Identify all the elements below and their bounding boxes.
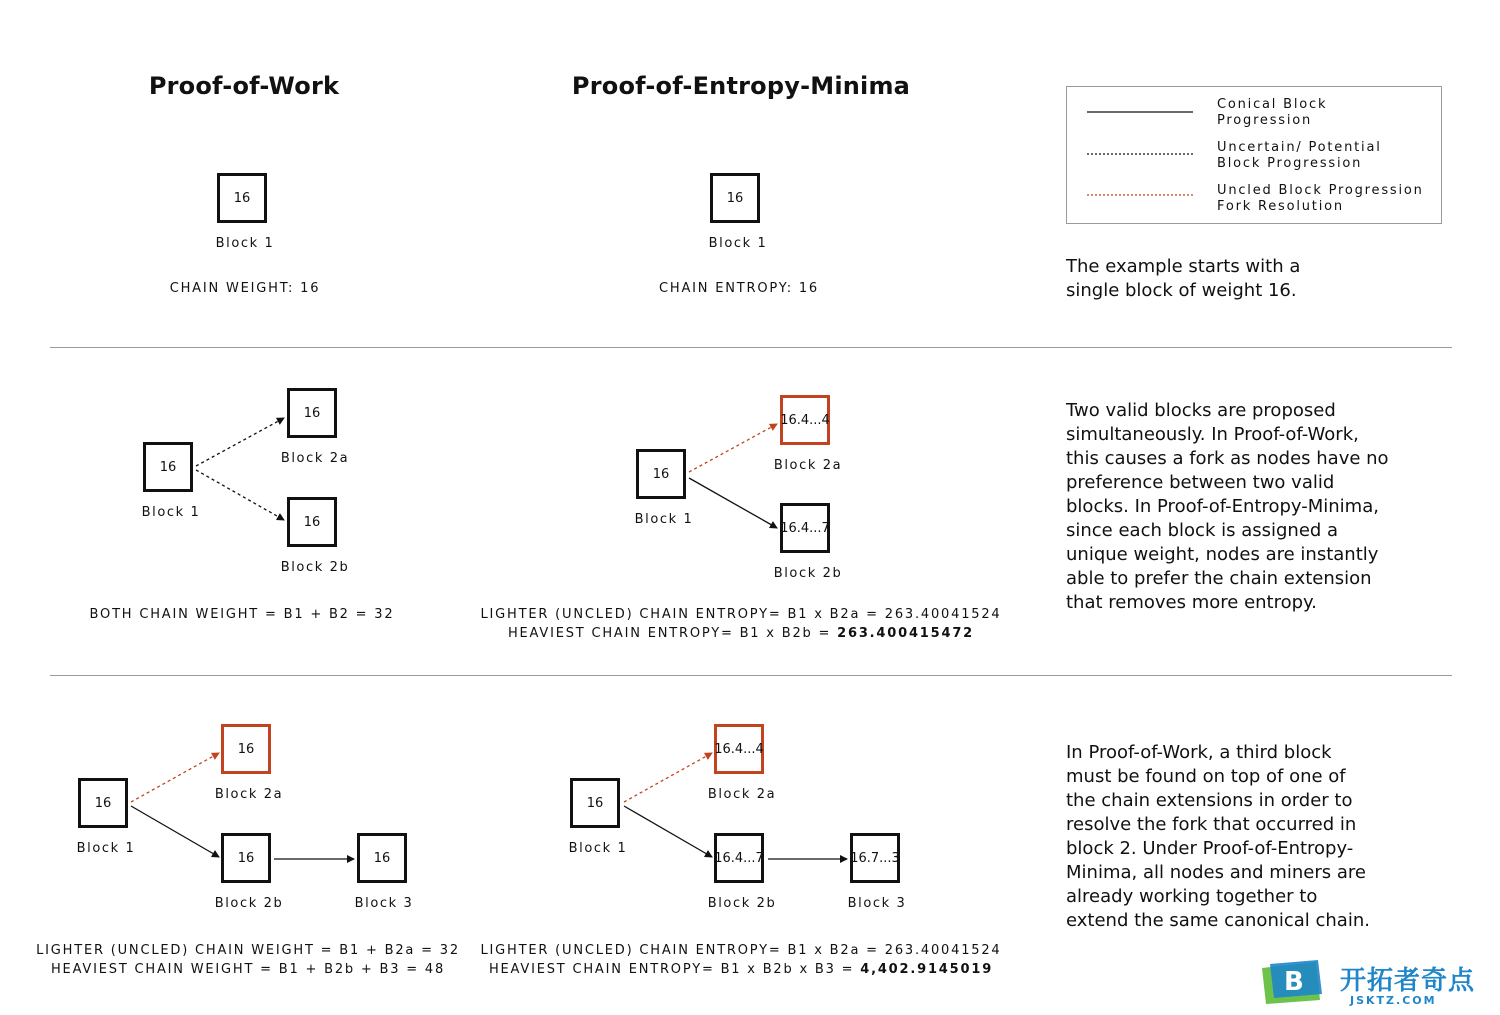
logo-domain: JSKTZ.COM — [1350, 994, 1437, 1007]
pow-r2-block1-label: Block 1 — [141, 505, 201, 520]
pow-r2-block2b-label: Block 2b — [280, 560, 350, 575]
poem-r2-block1: 16 — [636, 449, 686, 499]
poem-r2-caption-line1: LIGHTER (UNCLED) CHAIN ENTROPY= B1 x B2a = 263.40041524 — [480, 607, 1002, 622]
poem-r1-block1-label: Block 1 — [708, 236, 768, 251]
pow-r2-block2a-label: Block 2a — [280, 451, 350, 466]
pow-r3-caption-line1: LIGHTER (UNCLED) CHAIN WEIGHT = B1 + B2a = 32 — [36, 943, 460, 958]
logo-name: 开拓者奇点 — [1340, 966, 1476, 996]
row3-description: In Proof-of-Work, a third block must be found on top of one of the chain extensions in order to resolve the fork that occurred in block 2. Under Proof-of-Entropy- Minima, all nodes and miners are already working together to extend the same canonical chain. — [1066, 742, 1370, 931]
pow-r3-caption — [36, 941, 460, 979]
legend — [1066, 86, 1442, 224]
poem-r3-block1-label: Block 1 — [568, 841, 628, 856]
pow-r3-block2b: 16 — [221, 833, 271, 883]
divider-2 — [50, 675, 1452, 676]
poem-r3-heaviest-value: 4,402.9145019 — [860, 962, 994, 977]
poem-r3-block3-label: Block 3 — [847, 896, 907, 911]
poem-r2-block2b-label: Block 2b — [773, 566, 843, 581]
pow-r3-block2a: 16 — [221, 724, 271, 774]
pow-r3-caption-line2: HEAVIEST CHAIN WEIGHT = B1 + B2b + B3 = 48 — [50, 962, 446, 977]
pow-r2-block2a: 16 — [287, 388, 337, 438]
pow-r1-block1: 16 — [217, 173, 267, 223]
arrow-poem-r2-1-2b — [689, 478, 777, 528]
pow-r2-block2b: 16 — [287, 497, 337, 547]
legend-solid-text: Conical Block Progression — [1217, 97, 1328, 128]
poem-r2-caption-line2: HEAVIEST CHAIN ENTROPY= B1 x B2b = 263.400415472 — [507, 626, 975, 641]
poem-r1-caption: CHAIN ENTROPY: 16 — [658, 281, 820, 296]
poem-r3-block2b-label: Block 2b — [707, 896, 777, 911]
row1-description: The example starts with a single block of weight 16. — [1066, 256, 1301, 301]
arrow-poem-r3-1-2a — [624, 753, 712, 802]
pow-r3-block1-label: Block 1 — [76, 841, 136, 856]
pow-r2-caption: BOTH CHAIN WEIGHT = B1 + B2 = 32 — [89, 607, 395, 622]
title-pow: Proof-of-Work — [148, 72, 340, 100]
pow-r3-block2b-label: Block 2b — [214, 896, 284, 911]
poem-r3-block1: 16 — [570, 778, 620, 828]
pow-r3-block3-label: Block 3 — [354, 896, 414, 911]
arrow-pow-r3-1-2b — [131, 806, 219, 857]
arrow-poem-r2-1-2a — [689, 424, 777, 472]
poem-r1-block1: 16 — [710, 173, 760, 223]
pow-r1-block1-label: Block 1 — [215, 236, 275, 251]
poem-r2-block2b: 16.4...7 — [780, 503, 830, 553]
poem-r3-caption-line2: HEAVIEST CHAIN ENTROPY= B1 x B2b x B3 = 4,402.9145019 — [488, 962, 994, 977]
poem-r2-block2a-label: Block 2a — [773, 458, 843, 473]
poem-r2-block1-label: Block 1 — [634, 512, 694, 527]
legend-red-text: Uncled Block Progression Fork Resolution — [1217, 183, 1424, 214]
row2-description: Two valid blocks are proposed simultaneously. In Proof-of-Work, this causes a fork as nodes have no preference between two valid blocks. In Proof-of-Entropy-Minima, since each block is assigned a unique weight, nodes are instantly able to prefer the chain extension that removes more entropy. — [1066, 400, 1389, 613]
svg-text:B: B — [1284, 967, 1304, 997]
pow-r1-caption: CHAIN WEIGHT: 16 — [169, 281, 321, 296]
arrow-pow-r3-1-2a — [131, 753, 219, 802]
poem-r3-block2b: 16.4...7 — [714, 833, 764, 883]
divider-1 — [50, 347, 1452, 348]
poem-r3-block2a-label: Block 2a — [707, 787, 777, 802]
pow-r3-block1: 16 — [78, 778, 128, 828]
poem-r2-heaviest-value: 263.400415472 — [837, 626, 975, 641]
arrow-pow-r2-1-2a — [196, 418, 284, 466]
pow-r3-block2a-label: Block 2a — [214, 787, 284, 802]
title-poem: Proof-of-Entropy-Minima — [571, 72, 911, 100]
logo-b-icon — [1258, 960, 1324, 1006]
arrow-poem-r3-1-2b — [624, 806, 712, 857]
legend-dashed-text: Uncertain/ Potential Block Progression — [1217, 140, 1382, 171]
poem-r3-caption — [481, 941, 1002, 979]
poem-r3-caption-line1: LIGHTER (UNCLED) CHAIN ENTROPY= B1 x B2a = 263.40041524 — [480, 943, 1002, 958]
arrow-pow-r2-1-2b — [196, 470, 284, 520]
poem-r3-block3: 16.7...3 — [850, 833, 900, 883]
pow-r2-block1: 16 — [143, 442, 193, 492]
pow-r3-block3: 16 — [357, 833, 407, 883]
poem-r2-caption — [481, 605, 1002, 643]
poem-r3-block2a: 16.4...4 — [714, 724, 764, 774]
poem-r2-block2a: 16.4...4 — [780, 395, 830, 445]
